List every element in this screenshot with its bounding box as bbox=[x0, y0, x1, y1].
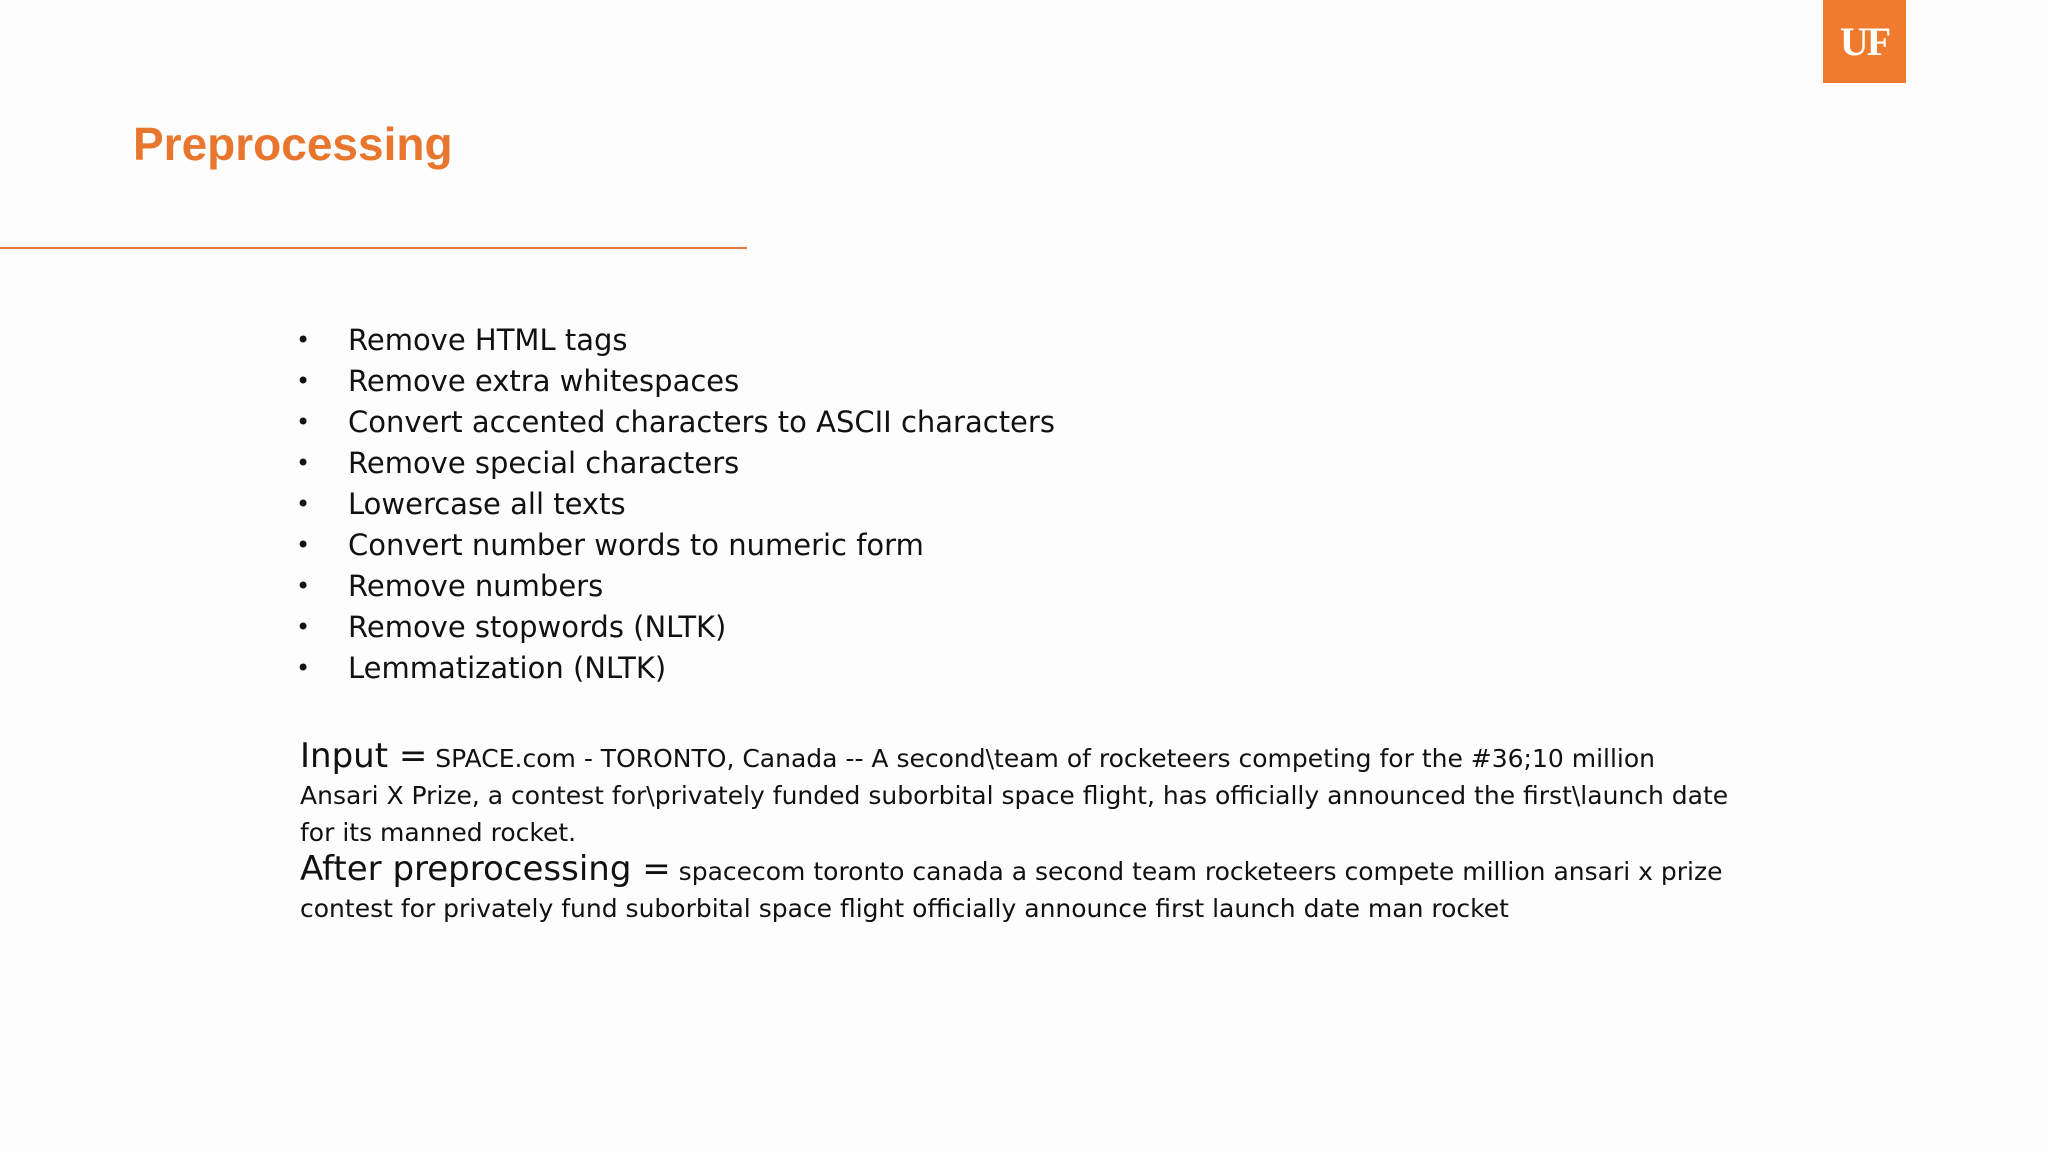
list-item-label: Remove special characters bbox=[348, 446, 740, 480]
bullet-icon: • bbox=[296, 531, 311, 559]
list-item bbox=[296, 402, 1055, 443]
bullet-icon: • bbox=[296, 654, 311, 682]
output-label: After preprocessing = bbox=[300, 849, 671, 889]
list-item bbox=[296, 443, 1055, 484]
list-item-label: Lowercase all texts bbox=[348, 487, 626, 521]
uf-logo-text: UF bbox=[1839, 18, 1890, 64]
list-item-label: Remove HTML tags bbox=[348, 323, 628, 357]
list-item bbox=[296, 566, 1055, 607]
list-item-label: Lemmatization (NLTK) bbox=[348, 651, 667, 685]
list-item bbox=[296, 484, 1055, 525]
list-item bbox=[296, 320, 1055, 361]
input-text: SPACE.com - TORONTO, Canada -- A second\team of rocketeers competing for the #36;10 million Ansari X Prize, a contest for\privately funded suborbital space flight, has officially announced the first\launch date for its manned rocket. bbox=[300, 744, 1729, 847]
list-item bbox=[296, 525, 1055, 566]
list-item-label: Convert accented characters to ASCII characters bbox=[348, 405, 1055, 439]
list-item-label: Remove stopwords (NLTK) bbox=[348, 610, 727, 644]
input-example bbox=[300, 738, 1730, 851]
uf-logo bbox=[1823, 0, 1906, 83]
title-divider bbox=[0, 247, 747, 249]
list-item-label: Remove extra whitespaces bbox=[348, 364, 740, 398]
input-label: Input = bbox=[300, 736, 428, 776]
list-item bbox=[296, 648, 1055, 689]
bullet-icon: • bbox=[296, 408, 311, 436]
preprocessing-steps-list bbox=[296, 320, 1055, 689]
list-item bbox=[296, 361, 1055, 402]
bullet-icon: • bbox=[296, 449, 311, 477]
preprocessing-example bbox=[300, 738, 1730, 927]
bullet-icon: • bbox=[296, 572, 311, 600]
bullet-icon: • bbox=[296, 613, 311, 641]
bullet-icon: • bbox=[296, 367, 311, 395]
slide-title: Preprocessing bbox=[133, 118, 453, 170]
output-text: spacecom toronto canada a second team rocketeers compete million ansari x prize contest for privately fund suborbital space flight officially announce first launch date man rocket bbox=[300, 857, 1723, 923]
bullet-icon: • bbox=[296, 326, 311, 354]
list-item-label: Convert number words to numeric form bbox=[348, 528, 924, 562]
bullet-icon: • bbox=[296, 490, 311, 518]
list-item bbox=[296, 607, 1055, 648]
list-item-label: Remove numbers bbox=[348, 569, 604, 603]
output-example bbox=[300, 851, 1730, 927]
